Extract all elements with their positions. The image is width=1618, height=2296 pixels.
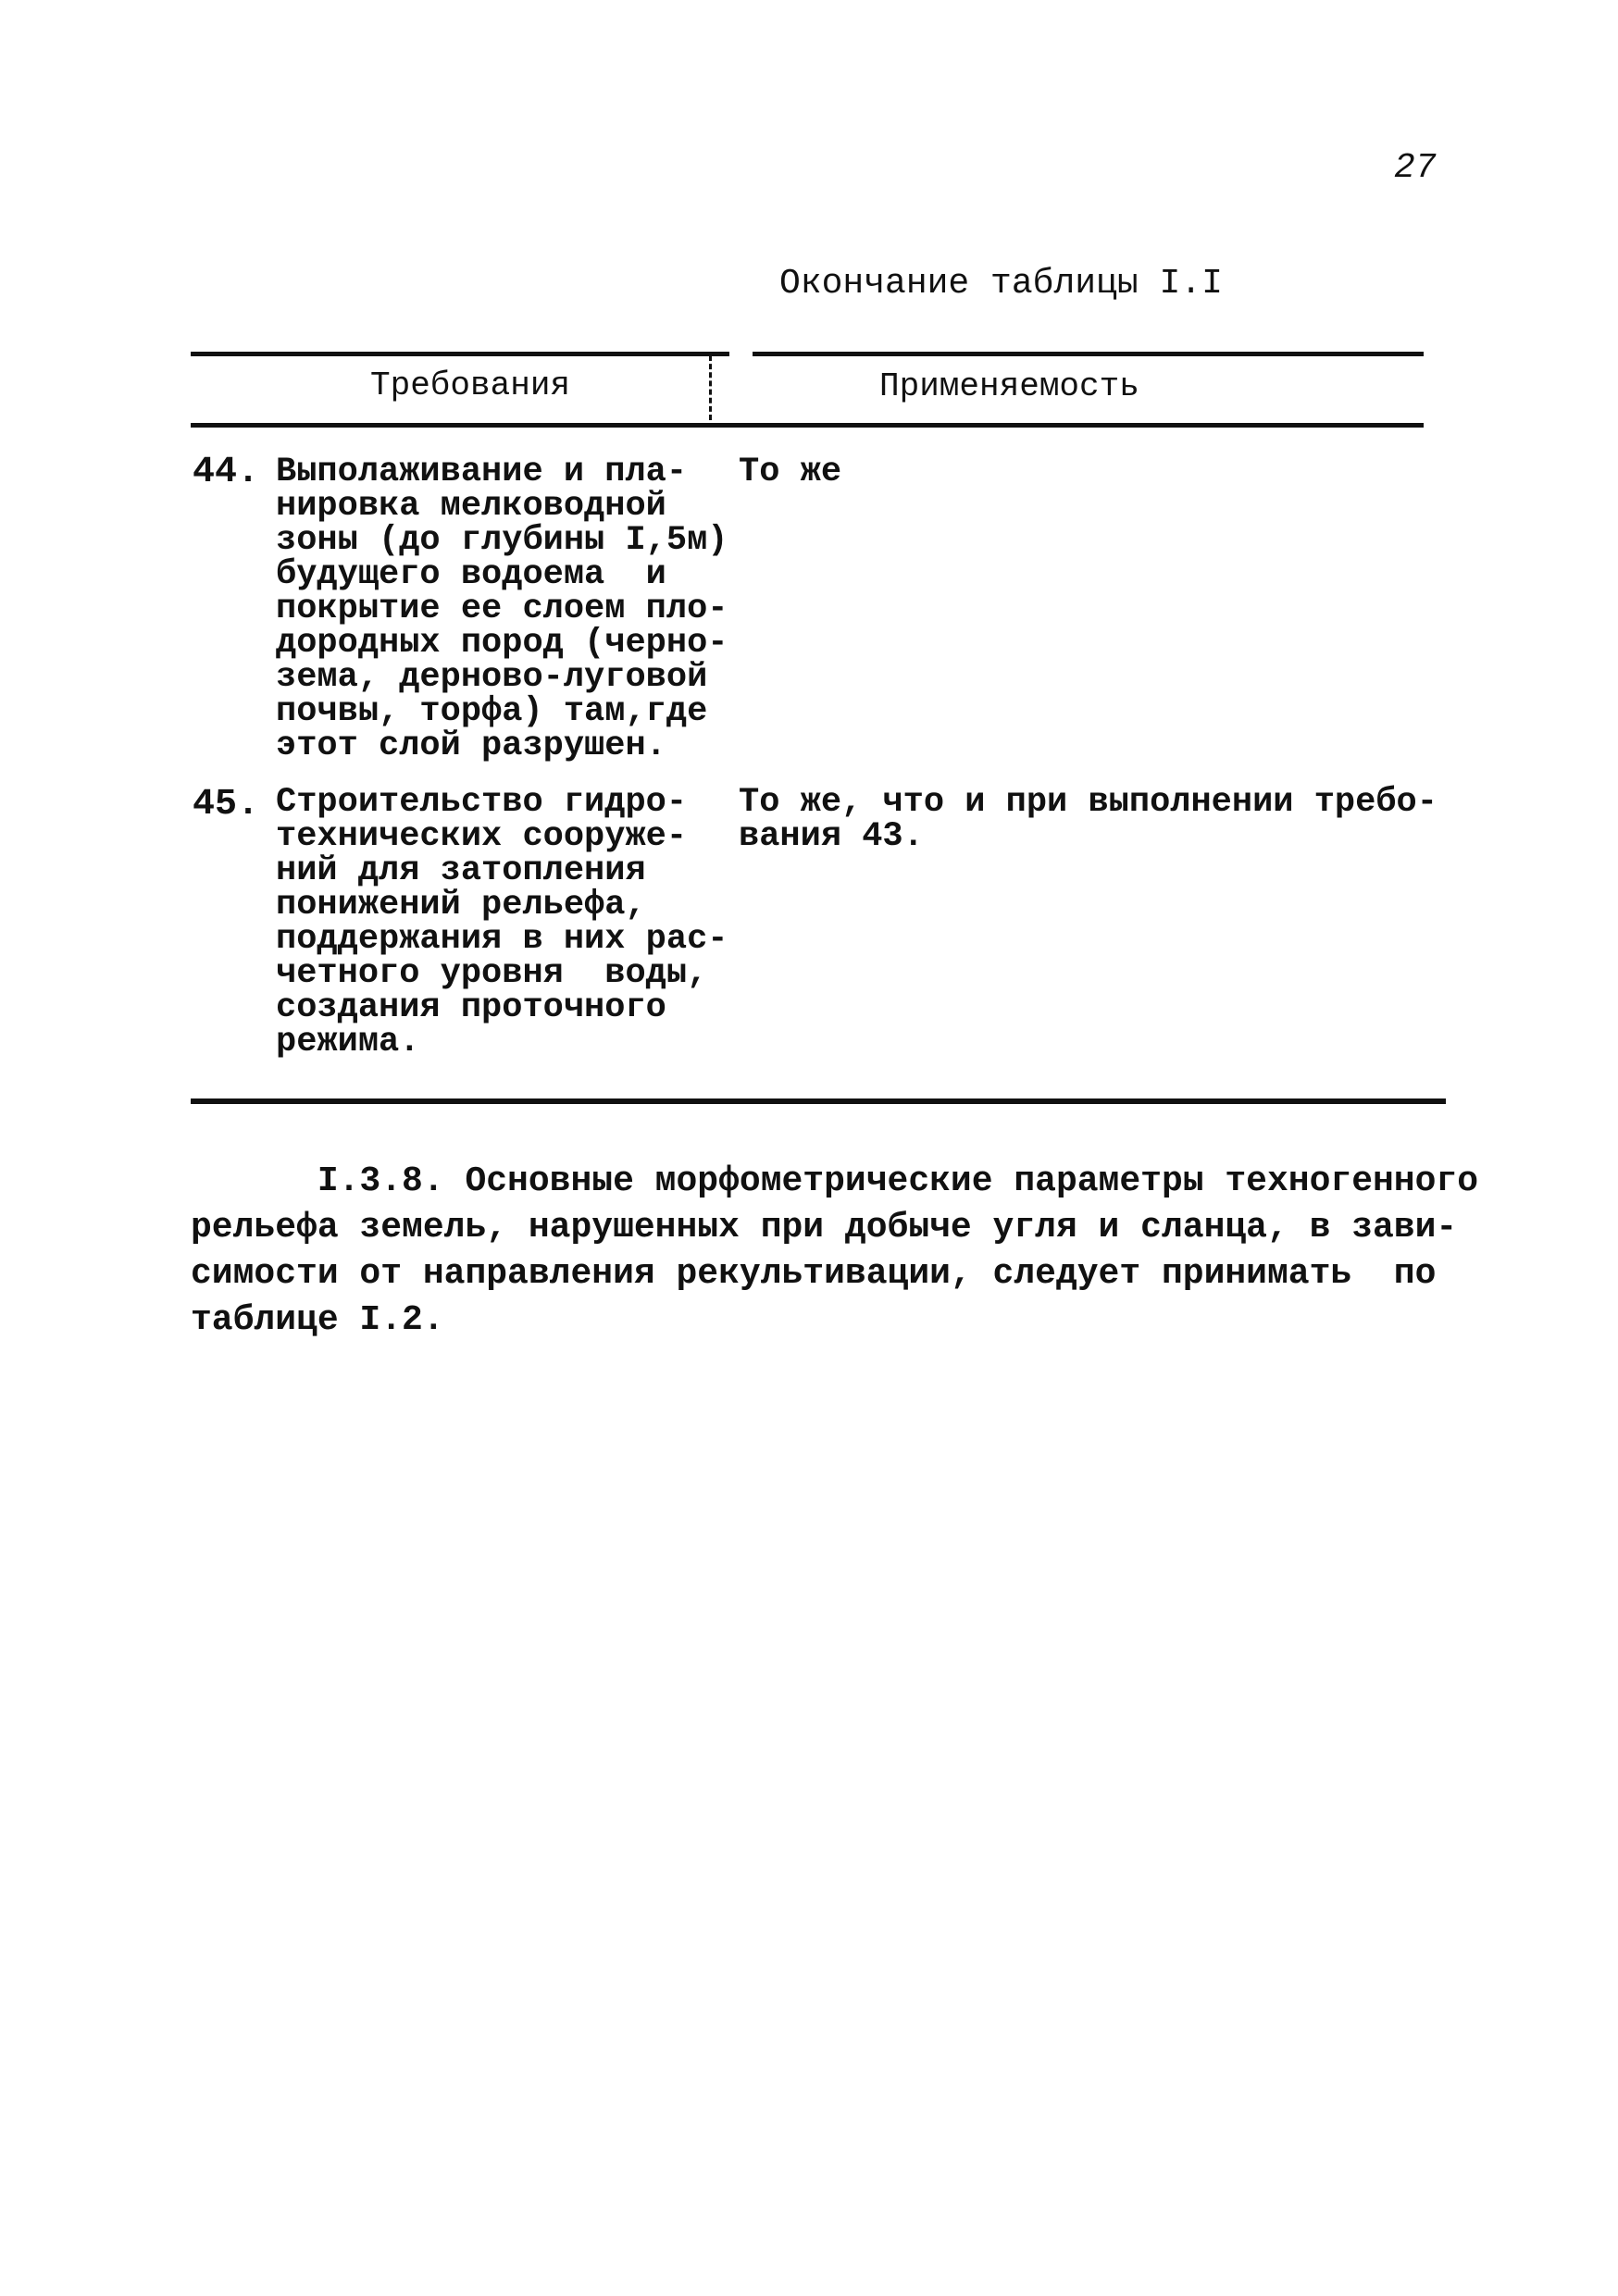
table-top-rule-right (753, 352, 1424, 356)
body-paragraph: I.3.8. Основные морфометрические параметры техногенного рельефа земель, нарушенных при добыче угля и сланца, в зави- симости от направления рекультивации, следует принимать по таблице I.2. (191, 1161, 1479, 1340)
column-header-applicability: Применяемость (879, 367, 1139, 405)
row-requirement: Выполаживание и пла- нировка мелководной зоны (до глубины I,5м) будущего водоема и покрытие ее слоем пло- дородных пород (черно- зема, дерново-луговой почвы, торфа) там,где этот слой разрушен. (276, 453, 728, 765)
row-number: 44. (193, 452, 260, 493)
row-number: 45. (193, 784, 260, 825)
row-requirement: Строительство гидро- технических сооруже- ний для затопления понижений рельефа, поддержания в них рас- четного уровня воды, создания проточного режима. (276, 783, 728, 1061)
page-number: 27 (1394, 148, 1437, 188)
row-applicability: То же (739, 453, 842, 491)
table-header-rule (191, 423, 1424, 428)
header-column-divider (709, 355, 715, 420)
table-caption: Окончание таблицы I.I (779, 264, 1223, 304)
table-top-rule-left (191, 352, 729, 356)
table-bottom-rule (191, 1098, 1446, 1104)
column-header-requirements: Требования (370, 366, 571, 404)
row-applicability: То же, что и при выполнении требо- вания 43. (739, 783, 1438, 856)
